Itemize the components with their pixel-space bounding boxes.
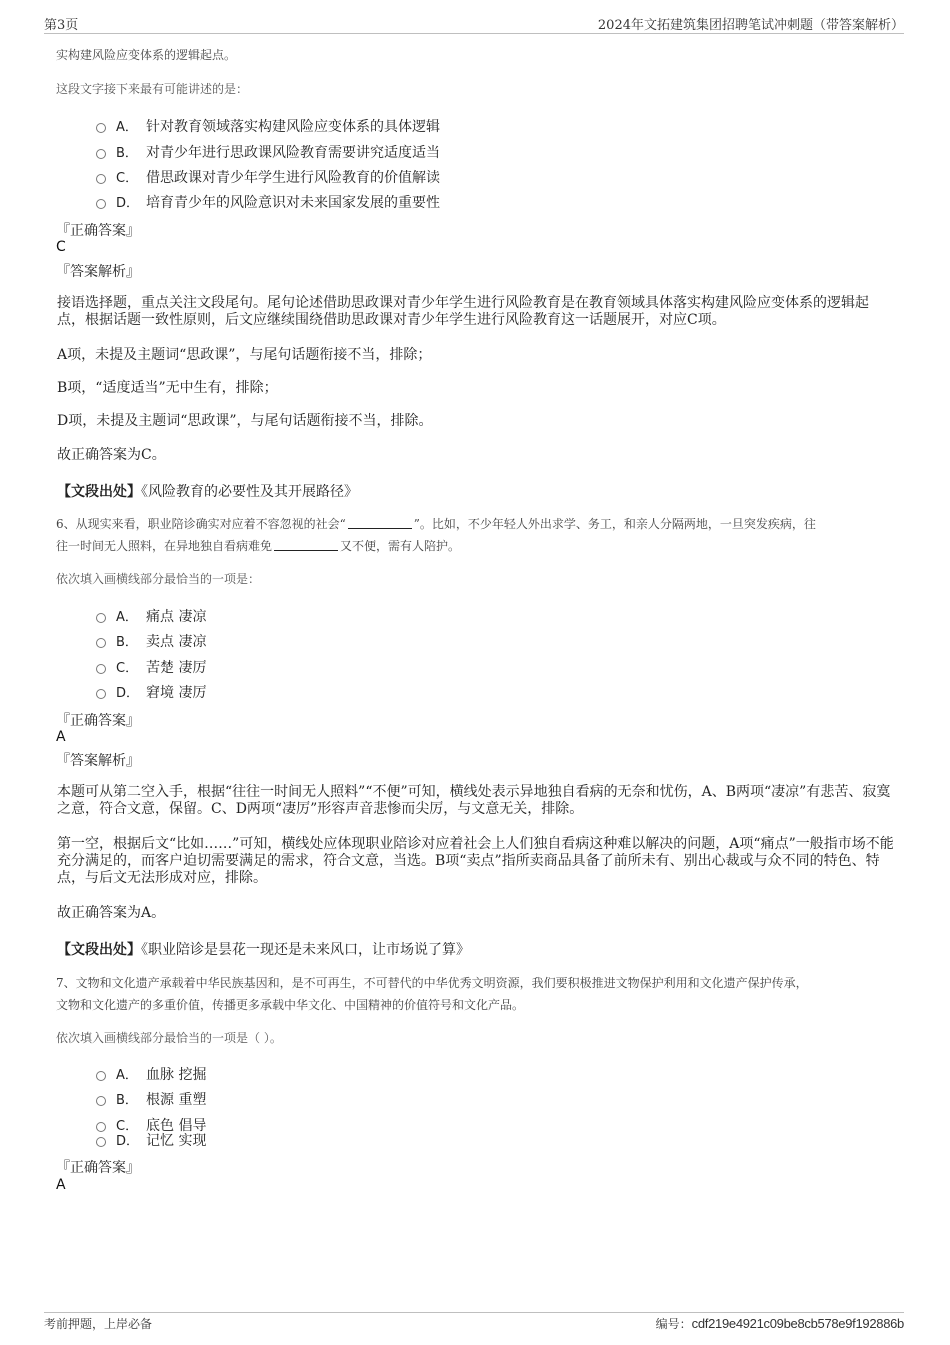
q7-option-a[interactable]	[96, 1064, 206, 1084]
radio-icon[interactable]	[96, 174, 106, 184]
source-label: 【文段出处】	[57, 484, 141, 500]
q5-analysis-label: 『答案解析』	[56, 264, 140, 280]
radio-icon[interactable]	[96, 1137, 106, 1147]
q6-option-d[interactable]	[96, 682, 206, 702]
q5-analysis-para-2: A项，未提及主题词“思政课”，与尾句话题衔接不当，排除；	[57, 347, 432, 363]
option-text: 卖点 凄凉	[146, 634, 207, 650]
q7-option-d[interactable]	[96, 1130, 206, 1150]
q7-stem-line1: 7、文物和文化遗产承载着中华民族基因和，是不可再生，不可替代的中华优秀文明资源，我们要积极推进文物保护利用和文化遗产保护传承，	[56, 976, 808, 990]
q6-analysis-para-3: 故正确答案为A。	[57, 905, 166, 921]
source-title: 《职业陪诊是昙花一现还是未来风口，让市场说了算》	[141, 942, 470, 958]
q5-analysis-para-4: D项，未提及主题词“思政课”，与尾句话题衔接不当，排除。	[57, 413, 433, 429]
q6-option-b[interactable]	[96, 631, 206, 651]
radio-icon[interactable]	[96, 664, 106, 674]
radio-icon[interactable]	[96, 1071, 106, 1081]
option-letter: C．	[116, 1119, 139, 1134]
q6-analysis-label: 『答案解析』	[56, 753, 140, 769]
q6-correct-answer: A	[56, 729, 66, 745]
q7-stem-line2: 文物和文化遗产的多重价值，传播更多承载中华文化、中国精神的价值符号和文化产品。	[56, 998, 525, 1012]
q5-option-c[interactable]	[96, 167, 440, 187]
footer-code-value: cdf219e4921c09be8cb578e9f192886b	[691, 1316, 904, 1331]
option-text: 培育青少年的风险意识对未来国家发展的重要性	[146, 195, 440, 211]
option-letter: A．	[116, 610, 138, 625]
q6-source	[57, 939, 470, 959]
option-text: 血脉 挖掘	[146, 1067, 207, 1083]
q5-option-b[interactable]	[96, 142, 440, 162]
q6-stem-part1: 6、从现实来看，职业陪诊确实对应着不容忽视的社会“	[56, 517, 346, 531]
option-text: 底色 倡导	[146, 1118, 207, 1134]
option-letter: C．	[116, 661, 139, 676]
option-text: 针对教育领域落实构建风险应变体系的具体逻辑	[146, 119, 440, 135]
q7-option-b[interactable]	[96, 1089, 206, 1109]
footer-code	[656, 1315, 904, 1332]
q5-prompt: 这段文字接下来最有可能讲述的是：	[56, 82, 249, 96]
q6-analysis-para-2: 第一空，根据后文“比如……”可知，横线处应体现职业陪诊对应着社会上人们独自看病这种难以解决的问题，A项“痛点”一般指市场不能充分满足的，而客户迫切需要满足的需求，符合文意，当选。B项“卖点”指所卖商品具备了前所未有、别出心裁或与众不同的特色、特点，与后文无法形成对应，排除。	[57, 836, 894, 886]
q5-correct-answer: C	[56, 239, 66, 255]
option-letter: C．	[116, 171, 139, 186]
option-text: 根源 重塑	[146, 1092, 207, 1108]
option-text: 对青少年进行思政课风险教育需要讲究适度适当	[146, 145, 440, 161]
option-letter: B．	[116, 635, 138, 650]
option-text: 记忆 实现	[146, 1133, 207, 1149]
q5-source	[57, 481, 358, 501]
option-letter: D．	[116, 686, 140, 701]
option-letter: A．	[116, 1068, 138, 1083]
q6-option-c[interactable]	[96, 657, 206, 677]
source-title: 《风险教育的必要性及其开展路径》	[141, 484, 358, 500]
page-number: 第3页	[44, 18, 79, 33]
q5-option-a[interactable]	[96, 116, 440, 136]
q5-continuation: 实构建风险应变体系的逻辑起点。	[56, 48, 237, 62]
q6-correct-label: 『正确答案』	[56, 713, 140, 729]
option-letter: D．	[116, 1134, 140, 1149]
option-text: 痛点 凄凉	[146, 609, 207, 625]
q6-stem-line2	[56, 537, 460, 554]
q6-blank-2	[274, 539, 338, 551]
q6-prompt: 依次填入画横线部分最恰当的一项是：	[56, 572, 261, 586]
radio-icon[interactable]	[96, 689, 106, 699]
q7-prompt: 依次填入画横线部分最恰当的一项是（ ）。	[56, 1031, 282, 1045]
source-label: 【文段出处】	[57, 942, 141, 958]
document-title: 2024年文拓建筑集团招聘笔试冲刺题（带答案解析）	[597, 18, 904, 33]
radio-icon[interactable]	[96, 149, 106, 159]
option-letter: A．	[116, 120, 138, 135]
q5-analysis-para-5: 故正确答案为C。	[57, 447, 166, 463]
footer-slogan: 考前押题，上岸必备	[44, 1317, 153, 1331]
q5-analysis-para-3: B项，“适度适当”无中生有，排除；	[57, 380, 278, 396]
option-letter: D．	[116, 196, 140, 211]
q5-option-d[interactable]	[96, 192, 440, 212]
q7-correct-label: 『正确答案』	[56, 1160, 140, 1176]
radio-icon[interactable]	[96, 1096, 106, 1106]
option-letter: B．	[116, 1093, 138, 1108]
q5-analysis-para-1: 接语选择题，重点关注文段尾句。尾句论述借助思政课对青少年学生进行风险教育是在教育领域具体落实构建风险应变体系的逻辑起点，根据话题一致性原则，后文应继续围绕借助思政课对青少年学生进行风险教育这一话题展开，对应C项。	[57, 295, 869, 328]
q7-correct-answer: A	[56, 1177, 66, 1193]
radio-icon[interactable]	[96, 199, 106, 209]
option-text: 窘境 凄厉	[146, 685, 207, 701]
q6-blank-1	[348, 517, 412, 529]
radio-icon[interactable]	[96, 123, 106, 133]
radio-icon[interactable]	[96, 638, 106, 648]
q6-stem-line1	[56, 515, 816, 532]
header-rule	[44, 33, 904, 34]
q6-analysis-para-1: 本题可从第二空入手，根据“往往一时间无人照料”“不便”可知，横线处表示异地独自看病的无奈和忧伤，A、B两项“凄凉”有悲苦、寂寞之意，符合文意，保留。C、D两项“凄厉”形容声音悲惨而尖厉，与文意无关，排除。	[57, 784, 891, 817]
option-text: 苦楚 凄厉	[146, 660, 207, 676]
q6-stem-line2-part2: 又不便，需有人陪护。	[340, 539, 461, 553]
q6-option-a[interactable]	[96, 606, 206, 626]
q5-correct-label: 『正确答案』	[56, 223, 140, 239]
footer-code-label: 编号：	[655, 1317, 692, 1331]
q6-stem-part2: ”。比如，不少年轻人外出求学、务工，和亲人分隔两地，一旦突发疾病，往	[413, 517, 816, 531]
option-text: 借思政课对青少年学生进行风险教育的价值解读	[146, 170, 440, 186]
option-letter: B．	[116, 146, 138, 161]
radio-icon[interactable]	[96, 613, 106, 623]
footer-rule	[44, 1312, 904, 1313]
q6-stem-line2-part1: 往一时间无人照料，在异地独自看病难免	[56, 539, 273, 553]
